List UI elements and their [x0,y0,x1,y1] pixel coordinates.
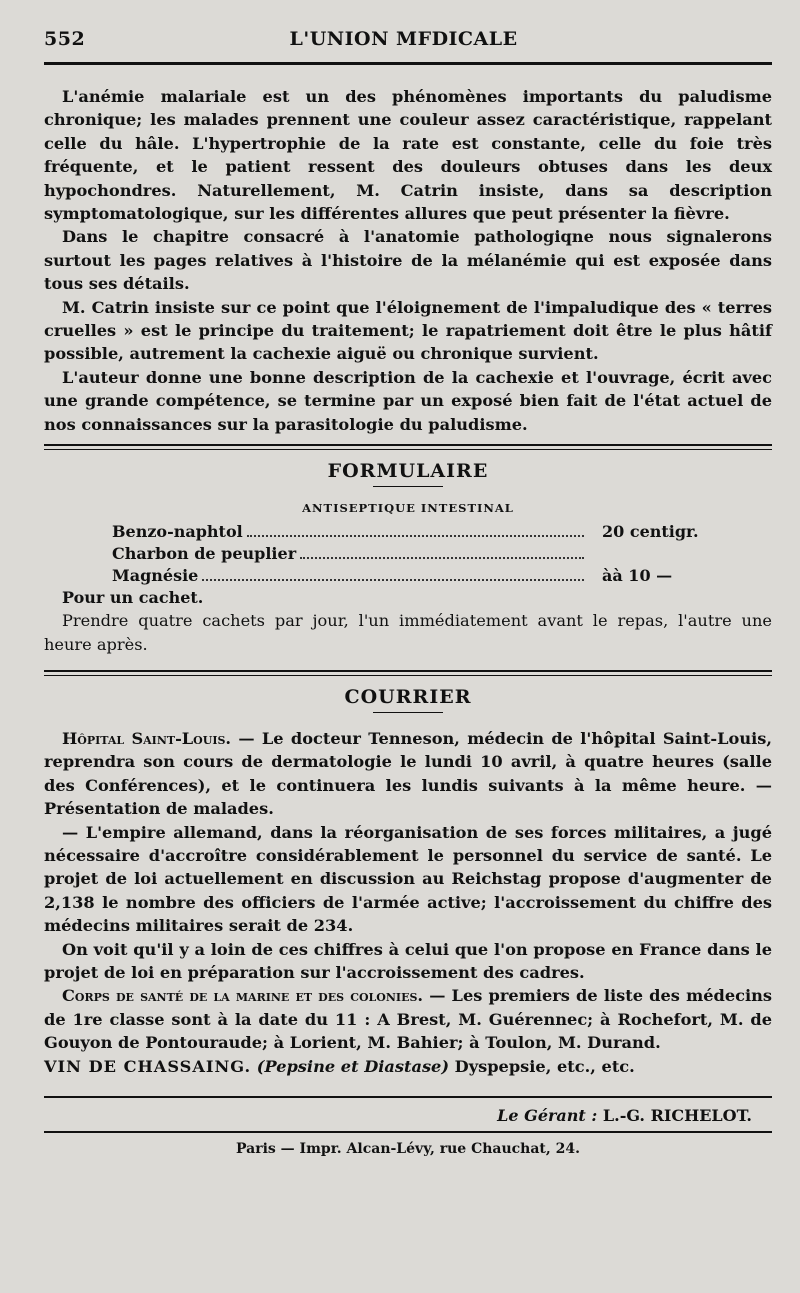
intro-paragraph: L'auteur donne une bonne description de la cachexie et l'ouvrage, écrit avec une grande compétence, se termine par un exposé bien fait de l'état actuel de nos connaissances sur la parasitologie du paludisme. [44,367,772,434]
formulaire-title: FORMULAIRE [327,460,489,483]
courrier-title: COURRIER [344,685,472,708]
formulaire-instructions: Prendre quatre cachets par jour, l'un immédiatement avant le repas, l'autre une heure après. [44,611,772,654]
item-text: — Les premiers de liste des médecins de 1re classe sont à la date du 11 : A Brest, M. Guérennec; à Rochefort, M. de Gouyon de Pontouraude; à Lorient, M. Bahier; à Toulon, M. Durand. [44,986,773,1053]
intro-paragraph: M. Catrin insiste sur ce point que l'éloignement de l'impaludique des « terres cruelles » est le principe du traitement; le rapatriement doit être le plus hâtif possible, autrement la cachexie aiguë ou chronique survient. [44,297,772,364]
item-text: — Le docteur Tenneson, médecin de l'hôpital Saint-Louis, reprendra son cours de dermatologie le lundi 10 avril, à quatre heures (salle des Conférences), et le continuera les lundis suivants à la même heure. — Présentation de malades. [44,728,772,819]
prescription-line [44,565,772,587]
leader-dots [300,547,584,559]
item-lead: Hôpital Saint-Louis. [62,728,232,748]
gerant-name: L.-G. RICHELOT. [602,1106,752,1125]
leader-dots [247,525,584,537]
journal-title: L'UNION MFDICALE [289,28,518,50]
cachet-line: Pour un cachet. [62,588,204,608]
item-text: — L'empire allemand, dans la réorganisation de ses forces militaires, a jugé nécessaire d'accroître considérablement le personnel du service de santé. Le projet de loi actuellement en discussion au Reichstag propose d'augmenter de 2,138 le nombre des officiers de l'armée active; l'accroissement du chiffre des médecins militaires serait de 234. [44,822,772,936]
vin-brand: VIN DE CHASSAING. [44,1056,252,1076]
intro-section [44,85,772,436]
formulaire-subtitle: ANTISEPTIQUE INTESTINAL [302,501,514,516]
ingredient-name: Magnésie [112,566,199,586]
ingredient-dose: 20 centigr. [602,522,699,542]
page-number: 552 [44,28,86,50]
prescription-line [44,521,772,543]
item-text: On voit qu'il y a loin de ces chiffres à celui que l'on propose en France dans le projet de loi en préparation sur l'accroissement des cadres. [44,939,772,982]
prescription-line [44,543,772,565]
courrier-section [44,686,772,1078]
imprint: Paris — Impr. Alcan-Lévy, rue Chauchat, 24. [236,1141,580,1157]
section-divider [44,670,772,676]
leader-dots [202,569,584,581]
advertisement [44,1055,772,1078]
vin-italic: (Pepsine et Diastase) [256,1056,450,1076]
formulaire-section [44,460,772,656]
ingredient-name: Benzo-naphtol [112,522,243,542]
section-divider [44,444,772,450]
running-head [44,28,772,58]
courrier-item [44,727,772,821]
intro-paragraph: L'anémie malariale est un des phénomènes importants du paludisme chronique; les malades prennent une couleur assez caractéristique, rappelant celle du hâle. L'hypertrophie de la rate est constante, celle du foie très fréquente, et le patient ressent des douleurs obtuses dans les deux hypochondres. Naturellement, M. Catrin insiste, dans sa description symptomatologique, sur les différentes allures que peut présenter la fièvre. [44,87,772,224]
courrier-item [44,821,772,938]
prescription [44,521,772,609]
courrier-item [44,984,772,1054]
title-underline [373,486,443,487]
vin-rest: Dyspepsie, etc., etc. [449,1056,635,1076]
ingredient-dose: àà 10 — [602,566,673,586]
item-lead: Corps de santé de la marine et des colonies. [62,986,424,1006]
footer-rule [44,1096,772,1098]
intro-paragraph: Dans le chapitre consacré à l'anatomie pathologiqne nous signalerons surtout les pages relatives à l'histoire de la mélanémie qui est exposée dans tous ses détails. [44,227,772,294]
ingredient-name: Charbon de peuplier [112,544,297,564]
footer-rule [44,1131,772,1133]
title-underline [373,712,443,713]
header-rule [44,62,772,65]
gerant-signature [44,1106,752,1125]
gerant-label: Le Gérant : [497,1106,598,1125]
courrier-item [44,938,772,985]
